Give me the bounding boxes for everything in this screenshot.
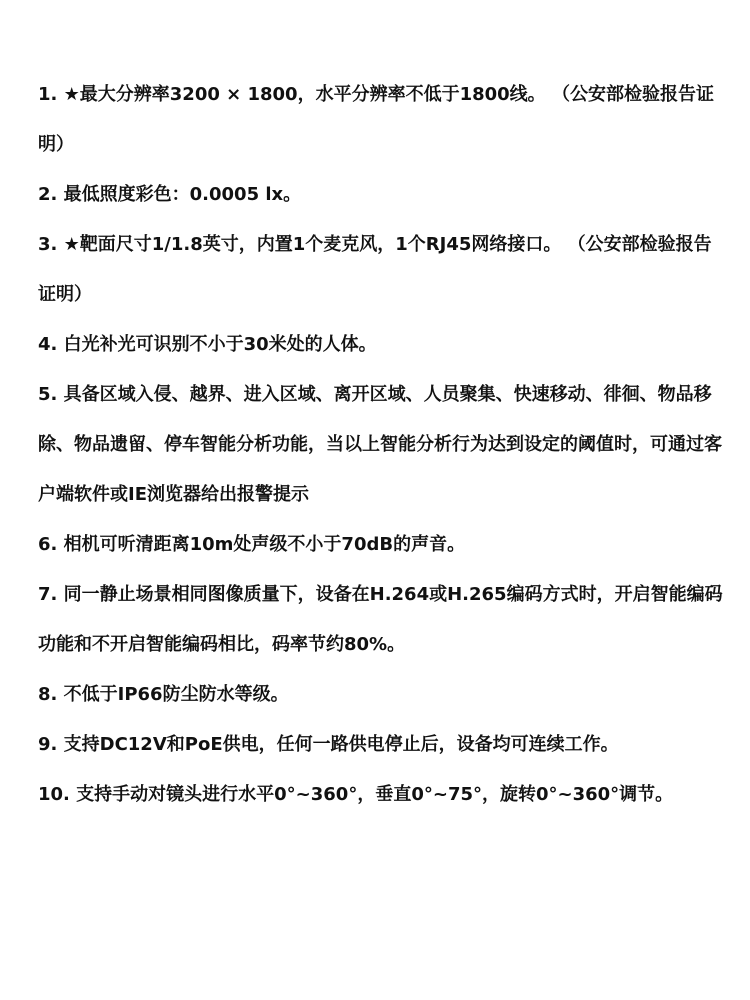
spec-item-3: 3. ★靶面尺寸1/1.8英寸，内置1个麦克风，1个RJ45网络接口。 （公安部检验报告证明） bbox=[38, 234, 712, 305]
spec-item-10: 10. 支持手动对镜头进行水平0°~360°，垂直0°~75°，旋转0°~360°调节。 bbox=[38, 784, 674, 805]
spec-item-6: 6. 相机可听清距离10m处声级不小于70dB的声音。 bbox=[38, 534, 466, 555]
spec-item-8: 8. 不低于IP66防尘防水等级。 bbox=[38, 684, 289, 705]
spec-item-9: 9. 支持DC12V和PoE供电，任何一路供电停止后，设备均可连续工作。 bbox=[38, 734, 619, 755]
spec-item-2: 2. 最低照度彩色：0.0005 lx。 bbox=[38, 184, 302, 205]
spec-item-4: 4. 白光补光可识别不小于30米处的人体。 bbox=[38, 334, 377, 355]
spec-item-5: 5. 具备区域入侵、越界、进入区域、离开区域、人员聚集、快速移动、徘徊、物品移除、物品遗留、停车智能分析功能，当以上智能分析行为达到设定的阈值时，可通过客户端软件或IE浏览器给出报警提示 bbox=[38, 384, 722, 505]
spec-document bbox=[38, 70, 728, 820]
spec-item-7: 7. 同一静止场景相同图像质量下，设备在H.264或H.265编码方式时，开启智能编码功能和不开启智能编码相比，码率节约80%。 bbox=[38, 584, 723, 655]
spec-item-1: 1. ★最大分辨率3200 × 1800，水平分辨率不低于1800线。 （公安部检验报告证明） bbox=[38, 84, 714, 155]
